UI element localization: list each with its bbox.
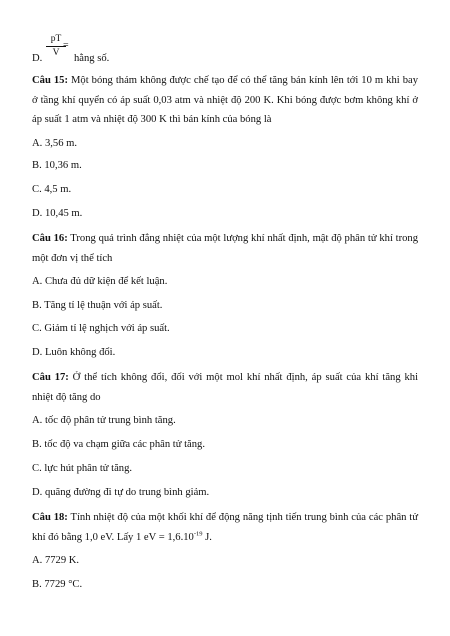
- answer-option: B. 10,36 m.: [32, 160, 82, 171]
- question-17: [32, 368, 418, 407]
- question-label: Câu 16:: [32, 233, 68, 244]
- question-text: Trong quá trình đẳng nhiệt của một lượng khí nhất định, mật độ phân tử khí trong một đơn vị thể tích: [32, 233, 419, 264]
- question-label: Câu 15:: [32, 75, 68, 86]
- answer-option: A. Chưa đủ dữ kiện để kết luận.: [32, 276, 168, 287]
- question-text-end: J.: [202, 531, 212, 543]
- answer-option: B. Tăng tỉ lệ thuận với áp suất.: [32, 300, 163, 311]
- answer-option: C. 4,5 m.: [32, 184, 72, 195]
- question-text: Tính nhiệt độ của một khối khí để động năng tịnh tiến trung bình của các phân tử khí đó bằng 1,0 eV. Lấy 1 eV = 1,6.10: [32, 512, 418, 543]
- option-label: D.: [32, 53, 43, 64]
- fraction-denominator: V: [52, 48, 60, 58]
- equals-sign: =: [63, 40, 69, 51]
- answer-option: A. tốc độ phân tử trung bình tăng.: [32, 415, 176, 426]
- answer-option: C. Giảm tỉ lệ nghịch với áp suất.: [32, 323, 170, 334]
- answer-option: A. 3,56 m.: [32, 138, 78, 149]
- question-15: [32, 71, 418, 130]
- option-text: hằng số.: [74, 53, 110, 64]
- question-16: [32, 229, 418, 268]
- question-text: Một bóng thám không được chế tạo để có thể tăng bán kính lên tới 10 m khi bay ở tầng khí quyển có áp suất 0,03 atm và nhiệt độ 200 K. Khi bóng được bơm không khí ở áp suất 1 atm và nhiệt độ 300 K thì bán kính của bóng là: [32, 75, 418, 125]
- question-text: Ở thể tích không đổi, đối với một mol khí nhất định, áp suất của khí tăng khi nhiệt độ tăng do: [32, 372, 419, 403]
- answer-option: C. lực hút phân tử tăng.: [32, 463, 133, 474]
- question-18: [32, 508, 418, 547]
- question-label: Câu 17:: [32, 372, 69, 383]
- answer-option: D. 10,45 m.: [32, 208, 83, 219]
- question-label: Câu 18:: [32, 512, 68, 523]
- answer-option: A. 7729 K.: [32, 555, 80, 566]
- exponent: -19: [193, 529, 203, 537]
- answer-option: B. tốc độ va chạm giữa các phân tử tăng.: [32, 439, 205, 450]
- fraction-numerator: pT: [46, 34, 66, 47]
- answer-option: D. Luôn không đổi.: [32, 347, 116, 358]
- answer-option: B. 7729 °C.: [32, 579, 83, 590]
- answer-option: D. quãng đường đi tự do trung bình giảm.: [32, 487, 210, 498]
